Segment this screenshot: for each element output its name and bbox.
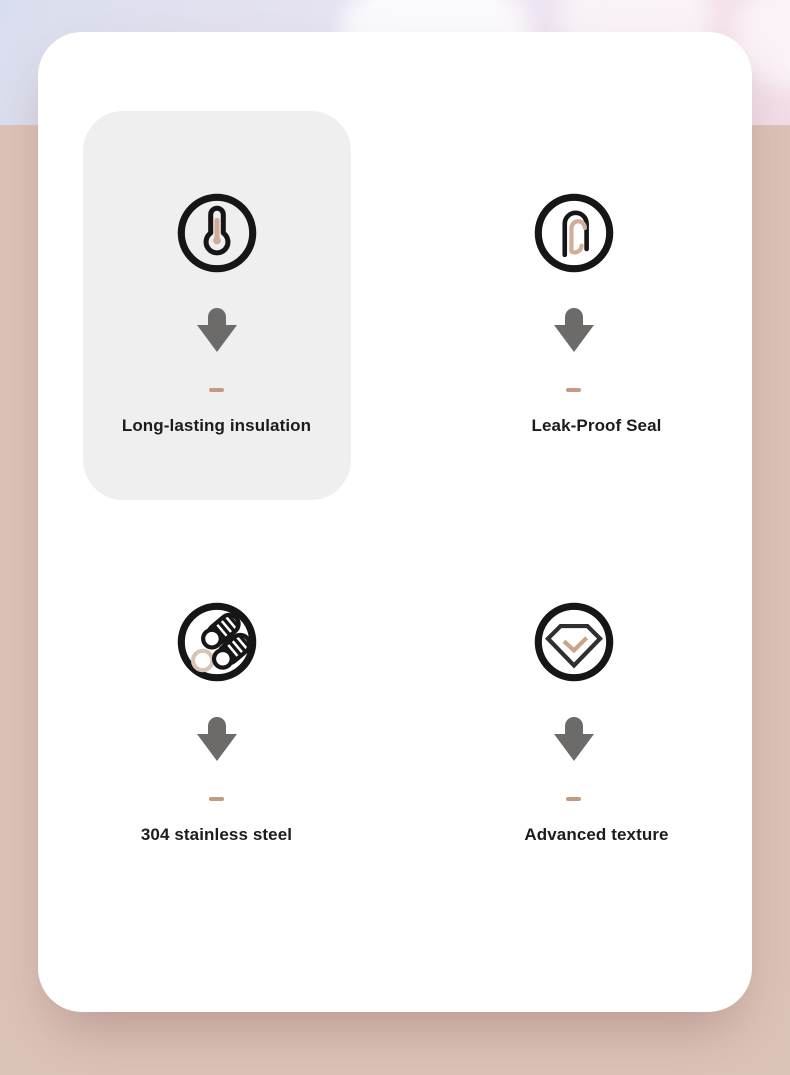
steel-pipes-icon — [175, 600, 259, 684]
feature-cell-leak-proof — [395, 111, 752, 500]
down-arrow-icon — [195, 308, 239, 352]
thermometer-icon — [175, 191, 259, 275]
feature-label: Long-lasting insulation — [121, 416, 312, 435]
down-arrow-icon — [552, 717, 596, 761]
diamond-gem-icon — [532, 600, 616, 684]
down-arrow-icon — [552, 308, 596, 352]
feature-cell-advanced-texture — [395, 600, 752, 845]
down-arrow-icon — [195, 717, 239, 761]
feature-label: Advanced texture — [524, 825, 669, 844]
accent-dash — [209, 388, 224, 392]
feature-grid — [38, 111, 752, 845]
feature-label: Leak-Proof Seal — [531, 416, 662, 435]
feature-label: 304 stainless steel — [140, 825, 293, 844]
feature-cell-insulation — [83, 111, 351, 500]
feature-cell-stainless-steel — [38, 600, 395, 845]
accent-dash — [566, 797, 581, 801]
paperclip-icon — [532, 191, 616, 275]
feature-card — [38, 32, 752, 1012]
accent-dash — [566, 388, 581, 392]
accent-dash — [209, 797, 224, 801]
